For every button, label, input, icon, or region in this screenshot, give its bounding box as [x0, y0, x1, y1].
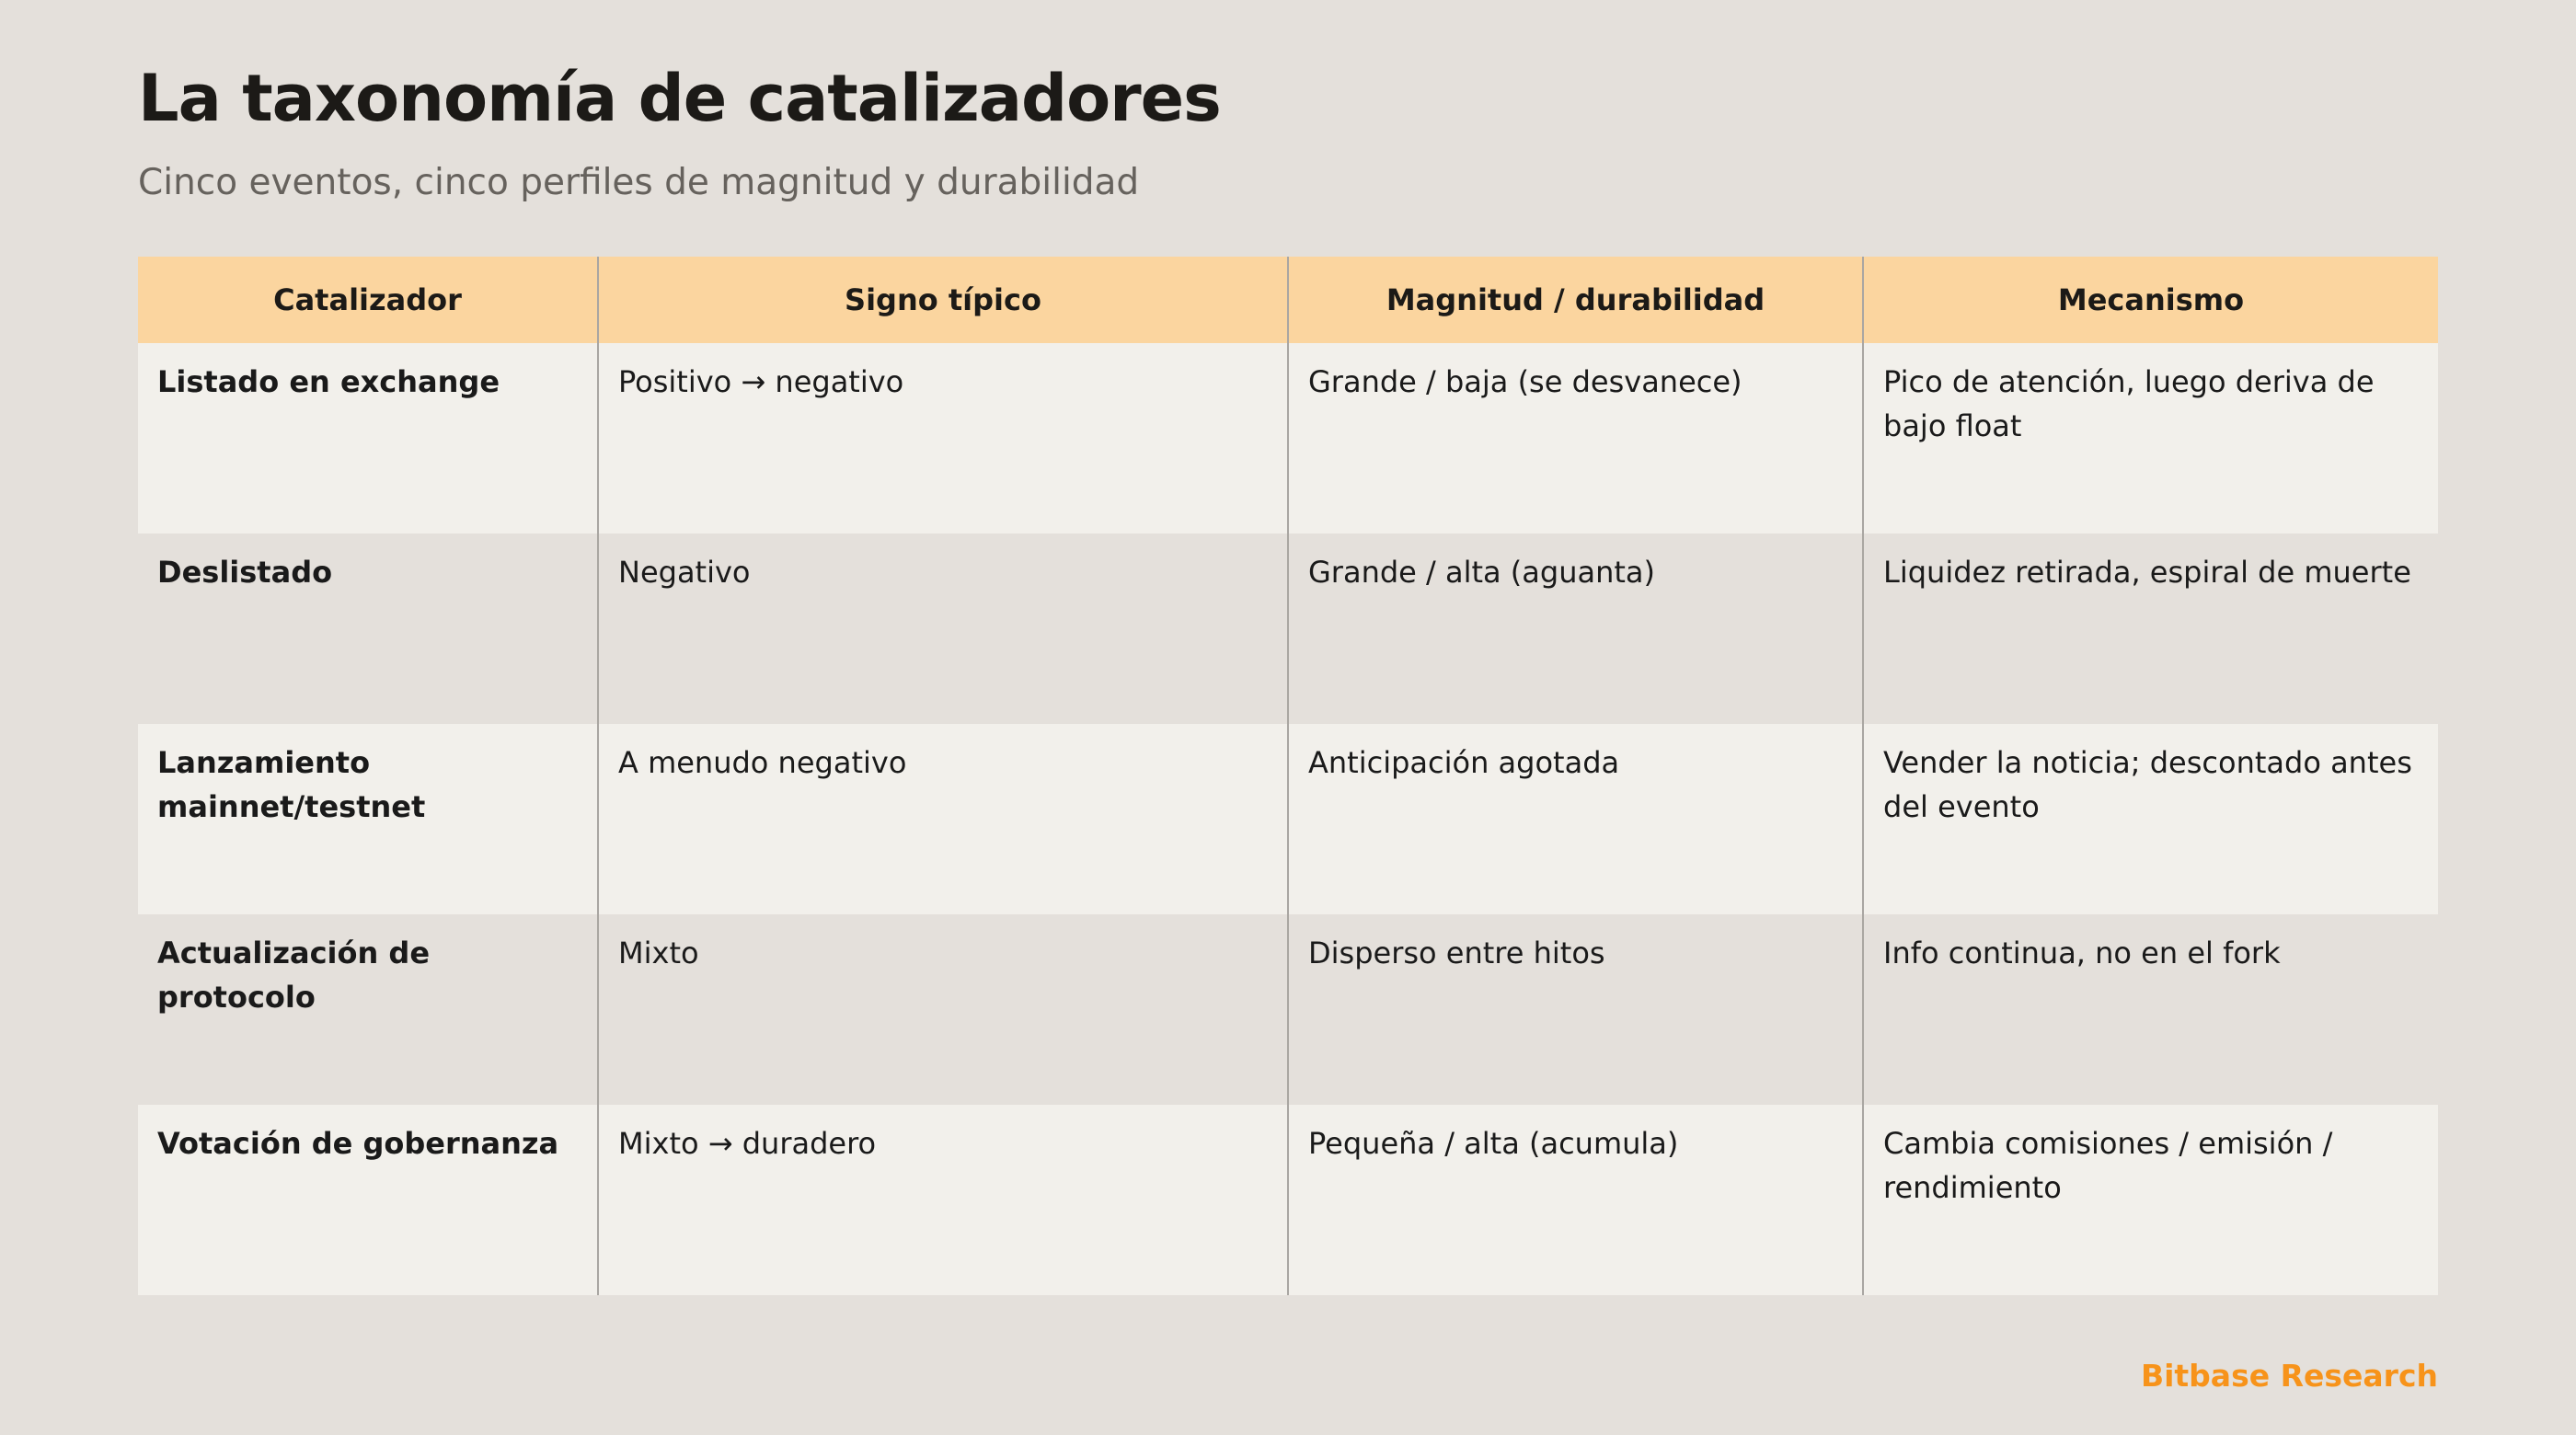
catalyst-name-cell: Lanzamiento mainnet/testnet [138, 724, 598, 914]
mechanism-cell: Cambia comisiones / emisión / rendimiento [1863, 1105, 2438, 1295]
sign-cell: Negativo [598, 534, 1288, 724]
mechanism-cell: Info continua, no en el fork [1863, 914, 2438, 1105]
page-subtitle: Cinco eventos, cinco perfiles de magnitud y durabilidad [138, 162, 1140, 203]
catalyst-name-cell: Actualización de protocolo [138, 914, 598, 1105]
catalyst-name-cell: Votación de gobernanza [138, 1105, 598, 1295]
magnitude-cell: Pequeña / alta (acumula) [1288, 1105, 1863, 1295]
mechanism-cell: Pico de atención, luego deriva de bajo float [1863, 343, 2438, 534]
column-header-signo: Signo típico [598, 257, 1288, 343]
magnitude-cell: Grande / alta (aguanta) [1288, 534, 1863, 724]
sign-cell: Mixto → duradero [598, 1105, 1288, 1295]
page-title: La taxonomía de catalizadores [138, 61, 1221, 136]
catalyst-name-cell: Listado en exchange [138, 343, 598, 534]
table-row [138, 724, 2438, 914]
brand-footer: Bitbase Research [2140, 1358, 2438, 1394]
sign-cell: Positivo → negativo [598, 343, 1288, 534]
table-header-row [138, 257, 2438, 343]
mechanism-cell: Liquidez retirada, espiral de muerte [1863, 534, 2438, 724]
table-row [138, 914, 2438, 1105]
column-header-mecanismo: Mecanismo [1863, 257, 2438, 343]
table-row [138, 534, 2438, 724]
catalyst-name-cell: Deslistado [138, 534, 598, 724]
magnitude-cell: Disperso entre hitos [1288, 914, 1863, 1105]
sign-cell: A menudo negativo [598, 724, 1288, 914]
column-header-catalizador: Catalizador [138, 257, 598, 343]
catalyst-table [138, 257, 2438, 1295]
column-header-magnitud: Magnitud / durabilidad [1288, 257, 1863, 343]
table-row [138, 343, 2438, 534]
table-row [138, 1105, 2438, 1295]
magnitude-cell: Grande / baja (se desvanece) [1288, 343, 1863, 534]
mechanism-cell: Vender la noticia; descontado antes del evento [1863, 724, 2438, 914]
sign-cell: Mixto [598, 914, 1288, 1105]
magnitude-cell: Anticipación agotada [1288, 724, 1863, 914]
